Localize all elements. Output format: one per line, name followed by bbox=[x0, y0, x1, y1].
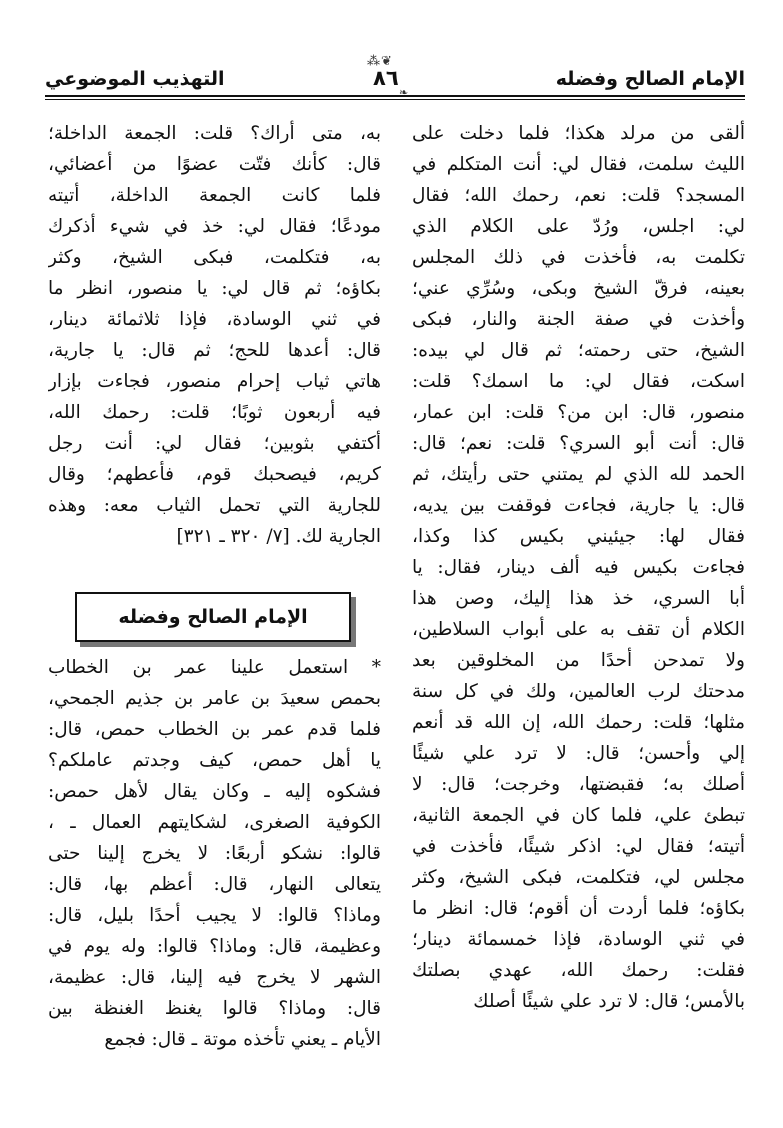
page-header bbox=[45, 48, 745, 106]
left-column-top bbox=[48, 118, 381, 552]
text-line: الأيام ـ يعني تأخذه موتة ـ قال: فجمع bbox=[104, 1029, 381, 1050]
text-line: تبطئ علي، فلما كان في الجمعة الثانية، bbox=[412, 805, 745, 826]
text-line: الشهر لا يخرج فيه إلينا، قال: عظيمة، bbox=[48, 967, 381, 988]
text-line: فيه أربعون ثوبًا؛ قلت: رحمك الله، bbox=[48, 402, 381, 423]
text-line: به، متى أراك؟ قلت: الجمعة الداخلة؛ bbox=[48, 123, 381, 144]
text-line: فشكوه إليه ـ وكان يقال لأهل حمص: bbox=[48, 781, 381, 802]
text-line: إلي وأحسن؛ قال: لا ترد علي شيئًا bbox=[412, 743, 745, 764]
text-line: مجلس لي، فتكلمت، فبكى الشيخ، وكثر bbox=[412, 867, 745, 888]
text-line: بحمص سعيدَ بن عامر بن جذيم الجمحي، bbox=[48, 688, 381, 709]
header-rule-thin bbox=[45, 99, 745, 100]
text-line: أتيته؛ فقال لي: اذكر شيئًا، فأخذت في bbox=[412, 836, 745, 857]
text-line: يتعالى النهار، قال: أعظم بها، قال: bbox=[48, 874, 381, 895]
text-line: يا أهل حمص، كيف وجدتم عاملكم؟ bbox=[48, 750, 381, 771]
text-line: الكوفية الصغرى، لشكايتهم العمال ـ ، bbox=[48, 812, 381, 833]
text-line: فلما كانت الجمعة الداخلة، أتيته bbox=[48, 185, 381, 206]
text-line: لي: اجلس، ورُدّ على الكلام الذي bbox=[412, 216, 745, 237]
text-line: وماذا؟ قالوا: لا يجيب أحدًا بليل، قال: bbox=[48, 905, 381, 926]
section-title-box bbox=[75, 592, 351, 642]
text-line: الجارية لك. [٧/ ٣٢٠ ـ ٣٢١] bbox=[176, 526, 381, 547]
text-line: الليث سلمت، فقال لي: أنت المتكلم في bbox=[412, 154, 745, 175]
text-line: أكتفي بثوبين؛ فقال لي: أنت رجل bbox=[48, 433, 381, 454]
text-line: بكاؤه؛ ثم قال لي: يا منصور، انظر ما bbox=[48, 278, 381, 299]
text-line: قال: أنت أبو السري؟ قلت: نعم؛ قال: bbox=[412, 433, 745, 454]
text-line: * استعمل علينا عمر بن الخطاب bbox=[48, 657, 381, 678]
text-line: الحمد لله الذي لم يمتني حتى رأيتك، ثم bbox=[412, 464, 745, 485]
text-line: بكاؤه؛ فلما أردت أن أقوم؛ قال: انظر ما bbox=[412, 898, 745, 919]
text-line: مودعًا؛ فقال لي: خذ في شيء أذكرك bbox=[48, 216, 381, 237]
text-line: هاتي ثياب إحرام منصور، فجاءت بإزار bbox=[48, 371, 381, 392]
text-line: فقال لها: جيئيني بكيس كذا وكذا، bbox=[412, 526, 745, 547]
header-rule bbox=[45, 95, 745, 97]
text-line: قال: أعدها للحج؛ ثم قال: يا جارية، bbox=[48, 340, 381, 361]
text-line: كريم، فيصحبك قوم، فأعطهم؛ وقال bbox=[48, 464, 381, 485]
text-line: تكلمت به، فأخذت في ذلك المجلس bbox=[412, 247, 745, 268]
text-line: للجارية التي تحمل الثياب معه: وهذه bbox=[48, 495, 381, 516]
text-line: به، فتكلمت، فبكى الشيخ، وكثر bbox=[48, 247, 381, 268]
ornament-icon: ❧ bbox=[399, 86, 409, 99]
left-column-bottom bbox=[48, 652, 381, 1055]
running-head-chapter: الإمام الصالح وفضله bbox=[555, 68, 745, 90]
text-line: وأخذت في صفة الجنة والنار، فبكى bbox=[412, 309, 745, 330]
text-line: بالأمس؛ قال: لا ترد علي شيئًا أصلك bbox=[473, 991, 745, 1012]
text-line: مثلها؛ قلت: رحمك الله، إن الله قد أنعم bbox=[412, 712, 745, 733]
text-line: منصور، قال: ابن من؟ قلت: ابن عمار، bbox=[412, 402, 745, 423]
text-line: قال: يا جارية، فجاءت فوقفت بين يديه، bbox=[412, 495, 745, 516]
text-line: أصلك به؛ فقبضتها، وخرجت؛ قال: لا bbox=[412, 774, 745, 795]
text-line: فجاءت بكيس فيه ألف دينار، فقال: يا bbox=[412, 557, 745, 578]
text-line: الشيخ، حتى رحمته؛ ثم قال لي بيده: bbox=[412, 340, 745, 361]
text-line: ألقى من مرلد هكذا؛ فلما دخلت على bbox=[412, 123, 745, 144]
text-line: وعظيمة، قال: وماذا؟ قالوا: وله يوم في bbox=[48, 936, 381, 957]
text-line: المسجد؟ قلت: نعم، رحمك الله؛ فقال bbox=[412, 185, 745, 206]
text-line: قال: وماذا؟ قالوا يغنظ الغنظة بين bbox=[48, 998, 381, 1019]
text-line: فلما قدم عمر بن الخطاب حمص، قال: bbox=[48, 719, 381, 740]
page-number-ornament bbox=[355, 54, 435, 99]
text-line: قالوا: نشكو أربعًا: لا يخرج إلينا حتى bbox=[48, 843, 381, 864]
text-line: بعينه، فرقّ الشيخ وبكى، وسُرِّي عني؛ bbox=[412, 278, 745, 299]
text-line: أبا السري، خذ هذا إليك، وصن هذا bbox=[412, 588, 745, 609]
ornament-icon: ❦⁂ bbox=[367, 54, 393, 69]
right-column bbox=[412, 118, 745, 1017]
section-title: الإمام الصالح وفضله bbox=[118, 606, 308, 628]
running-head-book: التهذيب الموضوعي bbox=[45, 68, 225, 90]
text-line: ولا تمدحن أحدًا من المخلوقين بعد bbox=[412, 650, 745, 671]
page-number: ٨٦ bbox=[373, 66, 399, 90]
text-line: فقلت: رحمك الله، عهدي بصلتك bbox=[412, 960, 745, 981]
text-line: قال: كأنك فتّت عضوًا من أعضائي، bbox=[48, 154, 381, 175]
text-line: اسكت، فقال لي: ما اسمك؟ قلت: bbox=[412, 371, 745, 392]
text-line: الكلام أن تقف به على أبواب السلاطين، bbox=[412, 619, 745, 640]
text-line: في ثني الوسادة، فإذا ثلاثمائة دينار، bbox=[48, 309, 381, 330]
text-line: مدحتك لرب العالمين، ولك في كل سنة bbox=[412, 681, 745, 702]
text-line: في ثني الوسادة، فإذا خمسمائة دينار؛ bbox=[412, 929, 745, 950]
